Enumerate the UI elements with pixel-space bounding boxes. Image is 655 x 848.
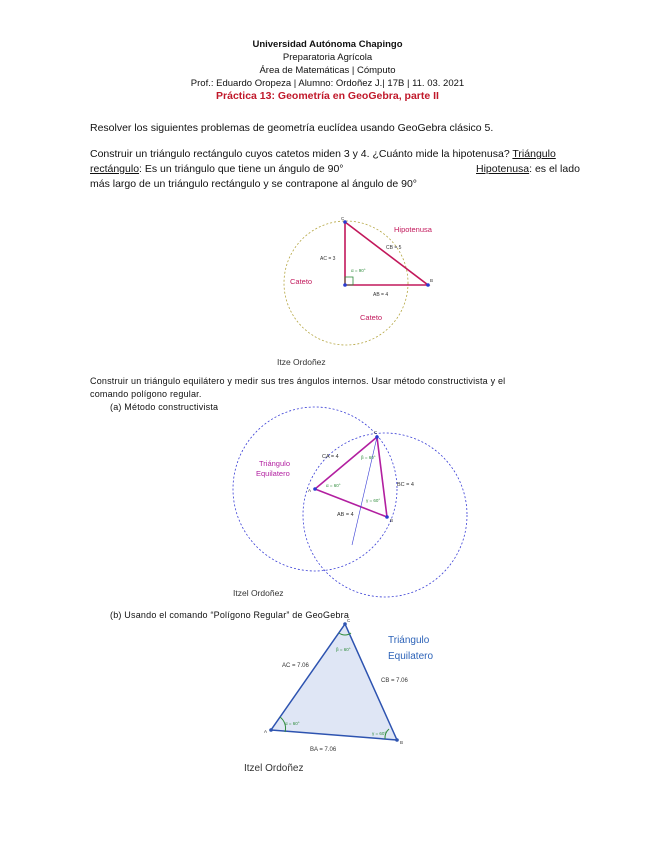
figure1-seg-ac: AC = 3: [320, 256, 336, 262]
figure3-point-a: [269, 728, 273, 732]
area-name: Área de Matemáticas | Cómputo: [259, 65, 396, 76]
figure2-angle-left: α = 60°: [326, 483, 341, 488]
problem1-question: Construir un triángulo rectángulo cuyos catetos miden 3 y 4. ¿Cuánto mide la hipotenusa?: [90, 148, 510, 160]
figure2-angle-top: β = 60°: [361, 455, 376, 460]
figure2-label-line1: Triángulo: [259, 459, 290, 468]
figure1-cateto-bottom: Cateto: [360, 313, 383, 322]
figure1-cateto-left: Cateto: [290, 277, 313, 286]
term-triangulo: Triángulo: [512, 148, 556, 160]
term-hipotenusa: Hipotenusa: [476, 163, 530, 175]
figure3-title-line1: Triángulo: [388, 635, 430, 646]
term-rectangulo: rectángulo: [90, 163, 140, 175]
definition-hipotenusa-b: más largo de un triángulo rectángulo y se contrapone al ángulo de 90°: [90, 178, 418, 190]
figure3-signature: Itzel Ordoñez: [244, 763, 304, 774]
figure1-angle: α = 90°: [351, 268, 366, 273]
figure2-seg-ca: CA = 4: [322, 454, 339, 460]
figure1-point-b-label: B: [430, 278, 434, 283]
intro-text: Resolver los siguientes problemas de geometría euclídea usando GeoGebra clásico 5.: [90, 122, 494, 134]
problem2-part-b: (b) Usando el comando “Polígono Regular” de GeoGebra: [110, 610, 350, 620]
header-info: Prof.: Eduardo Oropeza | Alumno: Ordoñez J.| 17B | 11. 03. 2021: [190, 78, 465, 89]
figure3-title-line2: Equilatero: [388, 651, 434, 662]
figure3-point-a-label: A: [264, 729, 268, 734]
figure3-seg-ac: AC = 7.06: [282, 663, 309, 669]
problem2-line1: Construir un triángulo equilátero y medir sus tres ángulos internos. Usar método constructivista y el: [90, 376, 506, 386]
figure3-point-b: [395, 738, 399, 742]
figure3-angle-right: γ = 60°: [372, 731, 387, 736]
figure2-signature: Itzel Ordoñez: [233, 588, 284, 598]
figure2-label-line2: Equilatero: [256, 469, 290, 478]
problem2-part-a: (a) Método constructivista: [110, 402, 219, 412]
figure2-point-c-label: C: [374, 430, 378, 435]
figure1-hyp-label: Hipotenusa: [394, 225, 432, 234]
problem2-line2: comando polígono regular.: [90, 389, 202, 399]
figure1-signature: Itze Ordoñez: [277, 357, 326, 367]
figure2-angle-right: γ = 60°: [366, 498, 381, 503]
university-name: Universidad Autónoma Chapingo: [252, 39, 403, 50]
figure3-seg-ba: BA = 7.06: [310, 747, 337, 753]
figure2-point-b-label: B: [390, 518, 394, 523]
figure1-seg-ab: AB = 4: [373, 292, 389, 298]
figure1-seg-cb: CB = 5: [386, 245, 402, 251]
school-name: Preparatoria Agrícola: [282, 52, 373, 63]
figure3-point-c-label: C: [347, 618, 351, 623]
figure2-seg-bc: BC = 4: [397, 482, 414, 488]
practice-title: Práctica 13: Geometría en GeoGebra, parte II: [216, 90, 439, 102]
figure2-point-a-label: A: [308, 488, 312, 493]
figure3-angle-top: β = 60°: [336, 647, 351, 652]
figure1-point-c-label: C: [341, 216, 345, 221]
figure3-seg-cb: CB = 7.06: [381, 678, 408, 684]
definition-hipotenusa-a: : es el lado: [529, 163, 580, 175]
figure3-point-b-label: B: [400, 740, 404, 745]
figure2-seg-ab: AB = 4: [337, 512, 354, 518]
figure3-angle-left: α = 60°: [285, 721, 300, 726]
definition-rectangulo: : Es un triángulo que tiene un ángulo de 90°: [139, 163, 344, 175]
